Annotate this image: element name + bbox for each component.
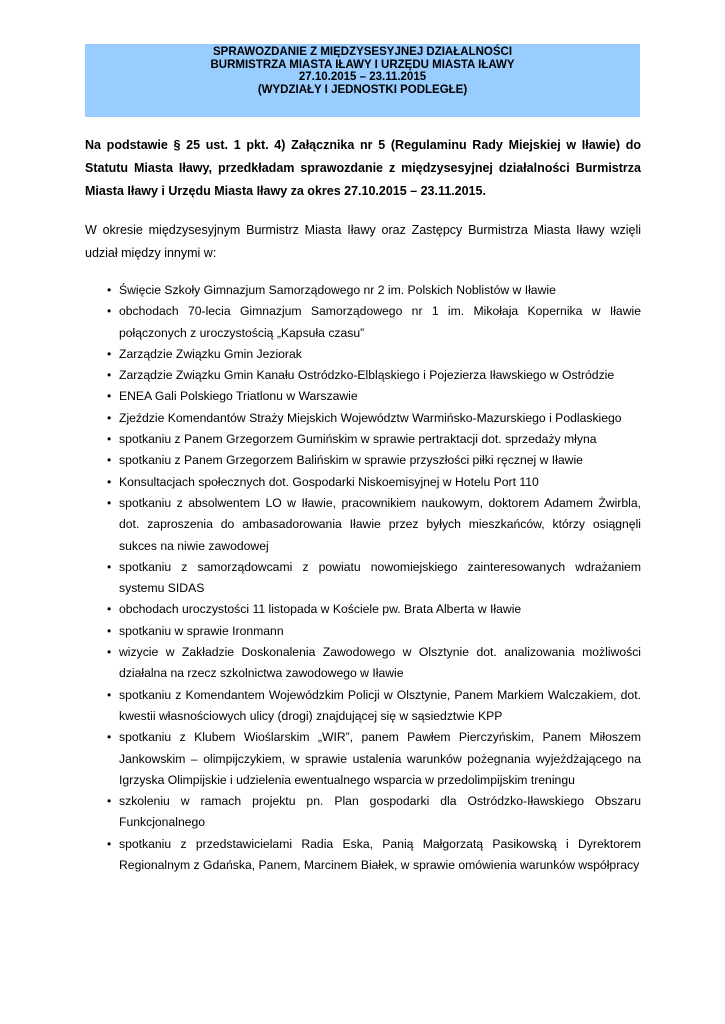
list-item xyxy=(85,344,641,365)
list-item-text: Zarządzie Związku Gmin Jeziorak xyxy=(119,346,302,361)
bullet-icon: • xyxy=(107,453,112,468)
list-item-text: spotkaniu w sprawie Ironmann xyxy=(119,623,284,638)
list-item-text: Konsultacjach społecznych dot. Gospodarki Niskoemisyjnej w Hotelu Port 110 xyxy=(119,474,539,489)
list-item xyxy=(85,301,641,344)
bullet-icon: • xyxy=(107,623,112,638)
list-item xyxy=(85,685,641,728)
bullet-icon: • xyxy=(107,645,112,660)
list-item xyxy=(85,408,641,429)
list-item-text: spotkaniu z samorządowcami z powiatu nowomiejskiego zainteresowanych wdrażaniem systemu SIDAS xyxy=(119,559,641,596)
list-item xyxy=(85,557,641,600)
header-title-line-1: SPRAWOZDANIE Z MIĘDZYSESYJNEJ DZIAŁALNOŚCI xyxy=(212,46,513,58)
bullet-icon: • xyxy=(107,432,112,447)
bullet-icon: • xyxy=(107,346,112,361)
list-item-text: spotkaniu z Komendantem Wojewódzkim Policji w Olsztynie, Panem Markiem Walczakiem, dot. kwestii własnościowych ulicy (drogi) znajdującej się w sąsiedztwie KPP xyxy=(119,687,641,723)
list-item-text: Zjeździe Komendantów Straży Miejskich Województw Warmińsko-Mazurskiego i Podlaskiego xyxy=(119,410,622,425)
report-header xyxy=(85,44,640,117)
list-item-text: ENEA Gali Polskiego Triatlonu w Warszawie xyxy=(119,389,358,404)
list-item xyxy=(85,493,641,557)
list-item xyxy=(85,621,641,642)
bullet-icon: • xyxy=(107,283,112,297)
intro-paragraph: Na podstawie § 25 ust. 1 pkt. 4) Załącznika nr 5 (Regulaminu Rady Miejskiej w Iławie) do Statutu Miasta Iławy, przedkładam sprawozdanie z międzysesyjnej działalności Burmistrza Miasta Iławy i Urzędu Miasta Iławy za okres 27.10.2015 – 23.11.2015. xyxy=(85,138,641,198)
list-item xyxy=(85,727,641,791)
list-item-text: spotkaniu z absolwentem LO w Iławie, pracownikiem naukowym, doktorem Adamem Żwirbla, dot. zaproszenia do ambasadorowania Iławie przez byłych mieszkańców, którzy osiągnęli sukces na niwie zawodowej xyxy=(119,495,641,553)
bullet-icon: • xyxy=(107,389,112,404)
bullet-icon: • xyxy=(107,602,112,617)
list-item-text: Zarządzie Związku Gmin Kanału Ostródzko-Elbląskiego i Pojezierza Iławskiego w Ostródzie xyxy=(119,368,615,383)
lead-paragraph: W okresie międzysesyjnym Burmistrz Miasta Iławy oraz Zastępcy Burmistrza Miasta Iławy wzięli udział między innymi w: xyxy=(85,223,641,260)
list-item xyxy=(85,791,641,834)
bullet-icon: • xyxy=(107,474,112,489)
bullet-icon: • xyxy=(107,794,112,809)
bullet-icon: • xyxy=(107,410,112,425)
activities-list xyxy=(85,280,641,876)
list-item-text: wizycie w Zakładzie Doskonalenia Zawodowego w Olsztynie dot. analizowania możliwości działalna na rzecz szkolnictwa zawodowego w Iławie xyxy=(119,645,641,681)
bullet-icon: • xyxy=(107,836,112,851)
bullet-icon: • xyxy=(107,687,112,702)
bullet-icon: • xyxy=(107,730,112,745)
list-item xyxy=(85,386,641,407)
list-item xyxy=(85,280,641,301)
list-item xyxy=(85,599,641,620)
list-item-text: spotkaniu z Panem Grzegorzem Gumińskim w sprawie pertraktacji dot. sprzedaży młyna xyxy=(119,432,597,447)
header-title-line-2: BURMISTRZA MIASTA IŁAWY I URZĘDU MIASTA IŁAWY xyxy=(210,58,515,71)
bullet-icon: • xyxy=(107,304,112,319)
list-item xyxy=(85,642,641,685)
list-item-text: szkoleniu w ramach projektu pn. Plan gospodarki dla Ostródzko-Iławskiego Obszaru Funkcjonalnego xyxy=(119,794,641,830)
list-item-text: Święcie Szkoły Gimnazjum Samorządowego nr 2 im. Polskich Noblistów w Iławie xyxy=(119,283,556,297)
list-item xyxy=(85,472,641,493)
bullet-icon: • xyxy=(107,368,112,383)
list-item xyxy=(85,834,641,877)
list-item xyxy=(85,450,641,471)
list-item xyxy=(85,429,641,450)
bullet-icon: • xyxy=(107,495,112,510)
bullet-icon: • xyxy=(107,559,112,574)
list-item xyxy=(85,365,641,386)
header-subtitle: (WYDZIAŁY I JEDNOSTKI PODLEGŁE) xyxy=(257,83,468,96)
list-item-text: spotkaniu z Klubem Wioślarskim „WIR”, panem Pawłem Pierczyńskim, Panem Miłoszem Jankowskim – olimpijczykiem, w sprawie ustalenia warunków pożegnania wyjeżdżającego na Igrzyska Olimpijskie i udzielenia ewentualnego wsparcia w przedolimpijskim treningu xyxy=(119,730,641,787)
list-item-text: obchodach 70-lecia Gimnazjum Samorządowego nr 1 im. Mikołaja Kopernika w Iławie połączonych z uroczystością „Kapsuła czasu” xyxy=(119,304,641,340)
list-item-text: obchodach uroczystości 11 listopada w Kościele pw. Brata Alberta w Iławie xyxy=(119,602,522,617)
list-item-text: spotkaniu z przedstawicielami Radia Eska, Panią Małgorzatą Pasikowską i Dyrektorem Regionalnym z Gdańska, Panem, Marcinem Białek, w sprawie omówienia warunków współpracy xyxy=(119,836,641,873)
header-date-range: 27.10.2015 – 23.11.2015 xyxy=(298,71,427,83)
list-item-text: spotkaniu z Panem Grzegorzem Balińskim w sprawie przyszłości piłki ręcznej w Iławie xyxy=(119,453,583,468)
